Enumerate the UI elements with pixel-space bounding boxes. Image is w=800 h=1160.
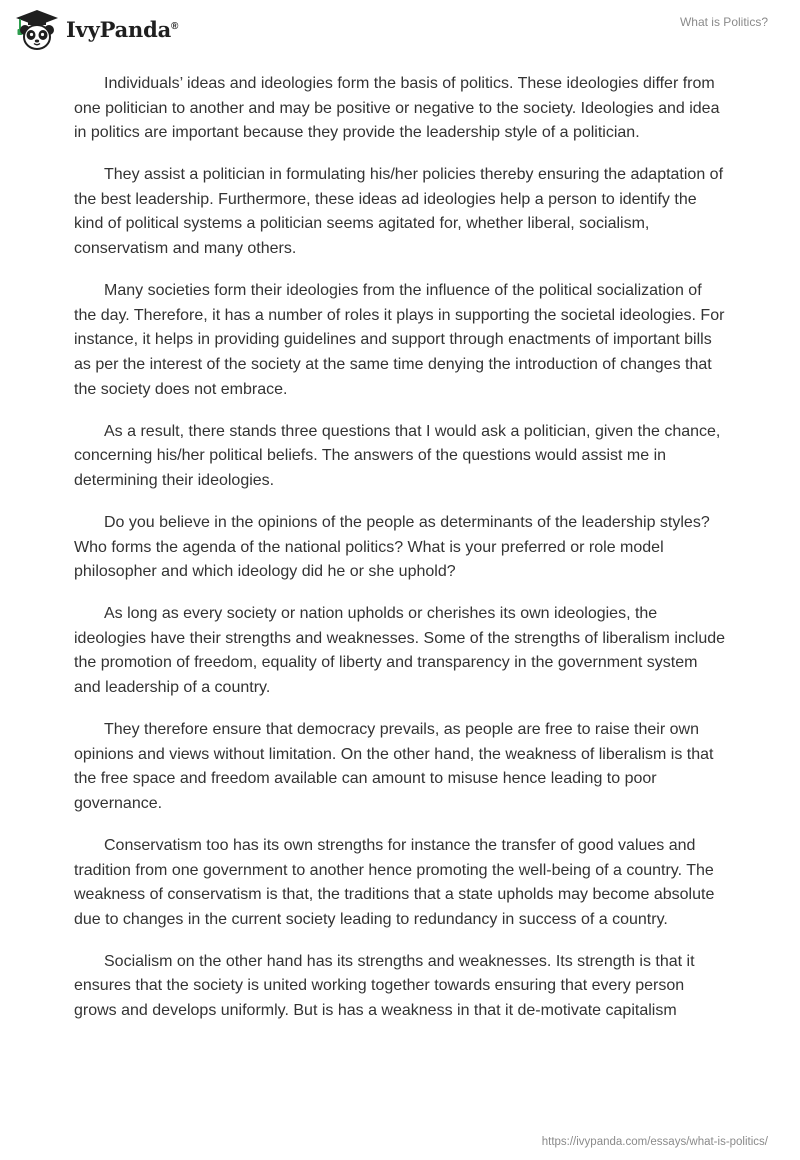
paragraph: Individuals’ ideas and ideologies form the basis of politics. These ideologies differ from one politician to another and may be positive or negative to the society. Ideologies and idea in politics are important because they provide the leadership style of a politician.: [74, 75, 720, 142]
paragraph: As long as every society or nation upholds or cherishes its own ideologies, the ideologies have their strengths and weaknesses. Some of the strengths of liberalism include the promotion of freedom, equality of liberty and transparency in the government system and leadership of a country.: [74, 605, 726, 696]
paragraph: Socialism on the other hand has its strengths and weaknesses. Its strength is that it ensures that the society is united working together towards ensuring that every person grows and develops uniformly. But is has a weakness in that it de-motivate capitalism: [74, 952, 695, 1019]
panda-graduate-icon: [14, 8, 60, 52]
source-url-link[interactable]: https://ivypanda.com/essays/what-is-politics/: [541, 1136, 768, 1148]
brand-name: IvyPanda®: [66, 16, 179, 42]
ivypanda-logo[interactable]: [14, 8, 178, 52]
paragraph: As a result, there stands three questions that I would ask a politician, given the chance, concerning his/her political beliefs. The answers of the questions would assist me in determining their ideologies.: [74, 422, 721, 489]
paragraph: They assist a politician in formulating his/her policies thereby ensuring the adaptation of the best leadership. Furthermore, these ideas ad ideologies help a person to identify the kind of political systems a politician seems agitated for, whether liberal, socialism, conservatism and many others.: [74, 166, 724, 258]
page-header: [0, 0, 800, 70]
essay-body: [74, 72, 726, 1041]
paragraph: They therefore ensure that democracy prevails, as people are free to raise their own opinions and views without limitation. On the other hand, the weakness of liberalism is that the free space and freedom available can amount to misuse hence leading to poor governance.: [74, 721, 714, 812]
paragraph: Conservatism too has its own strengths for instance the transfer of good values and tradition from one government to another hence promoting the well-being of a country. The weakness of conservatism is that, the traditions that a state upholds may become absolute due to changes in the current society leading to redundancy in success of a country.: [74, 836, 715, 928]
registered-mark: ®: [171, 20, 179, 32]
document-title: What is Politics?: [679, 15, 768, 29]
paragraph: Many societies form their ideologies from the influence of the political socialization of the day. Therefore, it has a number of roles it plays in supporting the societal ideologies. For instance, it helps in providing guidelines and support through enactments of important bills as per the interest of the society at the same time denying the introduction of changes that the society does not embrace.: [74, 282, 725, 398]
paragraph: Do you believe in the opinions of the people as determinants of the leadership styles? Who forms the agenda of the national politics? What is your preferred or role model philosopher and which ideology did he or she uphold?: [74, 513, 710, 581]
